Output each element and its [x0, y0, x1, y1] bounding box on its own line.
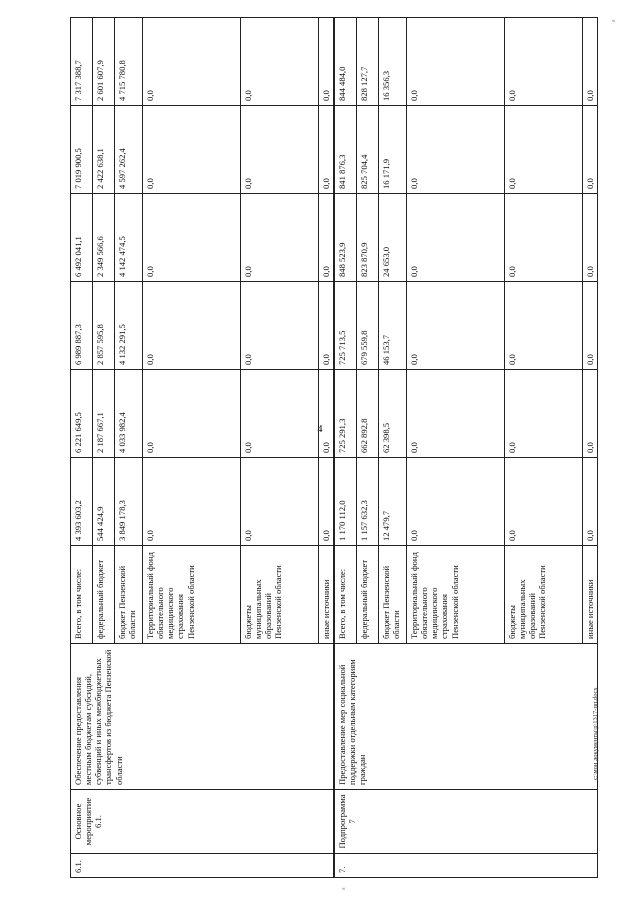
value-cell: 0,0: [583, 370, 598, 458]
value-cell: 16 356,3: [379, 18, 407, 106]
funding-source-cell: Всего, в том числе:: [335, 546, 357, 644]
value-cell: 544 424,9: [93, 458, 115, 546]
value-cell: 0,0: [505, 106, 583, 194]
value-cell: 4 715 780,8: [115, 18, 143, 106]
value-cell: 0,0: [505, 282, 583, 370]
value-cell: 24 653,0: [379, 194, 407, 282]
funding-source-cell: Всего, в том числе:: [71, 546, 93, 644]
value-cell: 844 484,0: [335, 18, 357, 106]
value-cell: 1 157 632,3: [357, 458, 379, 546]
page-number: 4: [317, 424, 323, 435]
funding-source-cell: бюджеты муниципальных образований Пензенской области: [505, 546, 583, 644]
value-cell: 0,0: [505, 194, 583, 282]
value-cell: 0,0: [407, 106, 505, 194]
value-cell: 2 349 566,6: [93, 194, 115, 282]
value-cell: 0,0: [583, 458, 598, 546]
value-cell: 0,0: [583, 18, 598, 106]
value-cell: 0,0: [319, 370, 334, 458]
value-cell: 0,0: [583, 282, 598, 370]
value-cell: 0,0: [143, 194, 241, 282]
value-cell: 2 601 607,9: [93, 18, 115, 106]
funding-source-cell: бюджет Пензенской области: [115, 546, 143, 644]
value-cell: 7 317 388,7: [71, 18, 93, 106]
value-cell: 3 849 178,3: [115, 458, 143, 546]
value-cell: 0,0: [583, 194, 598, 282]
value-cell: 0,0: [241, 18, 319, 106]
value-cell: 16 171,9: [379, 106, 407, 194]
value-cell: 0,0: [407, 194, 505, 282]
value-cell: 0,0: [241, 194, 319, 282]
value-cell: 4 142 474,5: [115, 194, 143, 282]
value-cell: 0,0: [241, 458, 319, 546]
table-row: [335, 18, 357, 878]
value-cell: 823 870,9: [357, 194, 379, 282]
footer-file-path: c:\мои документы\р\1317-пп.docx: [592, 687, 599, 780]
value-cell: 662 892,8: [357, 370, 379, 458]
funding-source-cell: Территориальный фонд обязательного медицинского страхования Пензенской области: [143, 546, 241, 644]
value-cell: 0,0: [319, 458, 334, 546]
value-cell: 0,0: [407, 458, 505, 546]
funding-source-cell: Территориальный фонд обязательного медицинского страхования Пензенской области: [407, 546, 505, 644]
value-cell: 0,0: [319, 194, 334, 282]
value-cell: 2 422 638,1: [93, 106, 115, 194]
value-cell: 0,0: [319, 106, 334, 194]
value-cell: 2 857 595,8: [93, 282, 115, 370]
value-cell: 725 713,5: [335, 282, 357, 370]
budget-table-sheet: [70, 18, 640, 878]
value-cell: 0,0: [143, 282, 241, 370]
value-cell: 7 019 900,5: [71, 106, 93, 194]
value-cell: 0,0: [319, 18, 334, 106]
value-cell: 0,0: [241, 370, 319, 458]
value-cell: 6 221 649,5: [71, 370, 93, 458]
row-number-cell: 7.: [335, 854, 598, 878]
value-cell: 4 033 982,4: [115, 370, 143, 458]
budget-table-block-6-1: [70, 17, 334, 878]
value-cell: 0,0: [143, 18, 241, 106]
value-cell: 0,0: [583, 106, 598, 194]
value-cell: 0,0: [505, 18, 583, 106]
value-cell: 0,0: [505, 370, 583, 458]
item-name-cell: Предоставление мер социальной поддержки отдельным категориям граждан: [335, 644, 598, 790]
funding-source-cell: бюджеты муниципальных образований Пензенской области: [241, 546, 319, 644]
value-cell: 0,0: [319, 282, 334, 370]
value-cell: 0,0: [143, 106, 241, 194]
value-cell: 4 393 603,2: [71, 458, 93, 546]
value-cell: 0,0: [407, 370, 505, 458]
value-cell: 46 153,7: [379, 282, 407, 370]
row-number-cell: 6.1.: [71, 854, 334, 878]
value-cell: 12 479,7: [379, 458, 407, 546]
value-cell: 1 170 112,0: [335, 458, 357, 546]
value-cell: 841 876,3: [335, 106, 357, 194]
value-cell: 0,0: [143, 370, 241, 458]
value-cell: 4 597 262,4: [115, 106, 143, 194]
value-cell: 0,0: [241, 106, 319, 194]
table-row: [71, 18, 93, 878]
value-cell: 6 989 887,3: [71, 282, 93, 370]
item-type-cell: Подпрограмма 7: [335, 790, 598, 854]
value-cell: 0,0: [241, 282, 319, 370]
funding-source-cell: иные источники: [319, 546, 334, 644]
value-cell: 679 559,8: [357, 282, 379, 370]
value-cell: 828 127,7: [357, 18, 379, 106]
value-cell: 0,0: [143, 458, 241, 546]
value-cell: 4 132 291,5: [115, 282, 143, 370]
funding-source-cell: федеральный бюджет: [93, 546, 115, 644]
value-cell: 6 492 041,1: [71, 194, 93, 282]
value-cell: 0,0: [505, 458, 583, 546]
margin-mark: «: [342, 886, 345, 892]
value-cell: 725 291,3: [335, 370, 357, 458]
funding-source-cell: федеральный бюджет: [357, 546, 379, 644]
value-cell: 0,0: [407, 282, 505, 370]
budget-table-block-7: [334, 17, 598, 878]
funding-source-cell: бюджет Пензенской области: [379, 546, 407, 644]
item-name-cell: Обеспечение предоставления местным бюджетам субсидий, субвенций и иных межбюджетных трансфертов из бюджета Пензенской области: [71, 644, 334, 790]
margin-mark-top: «: [612, 18, 615, 24]
value-cell: 0,0: [407, 18, 505, 106]
value-cell: 825 704,4: [357, 106, 379, 194]
item-type-cell: Основное мероприятие 6.1.: [71, 790, 334, 854]
value-cell: 2 187 667,1: [93, 370, 115, 458]
value-cell: 62 398,5: [379, 370, 407, 458]
value-cell: 848 523,9: [335, 194, 357, 282]
funding-source-cell: иные источники: [583, 546, 598, 644]
